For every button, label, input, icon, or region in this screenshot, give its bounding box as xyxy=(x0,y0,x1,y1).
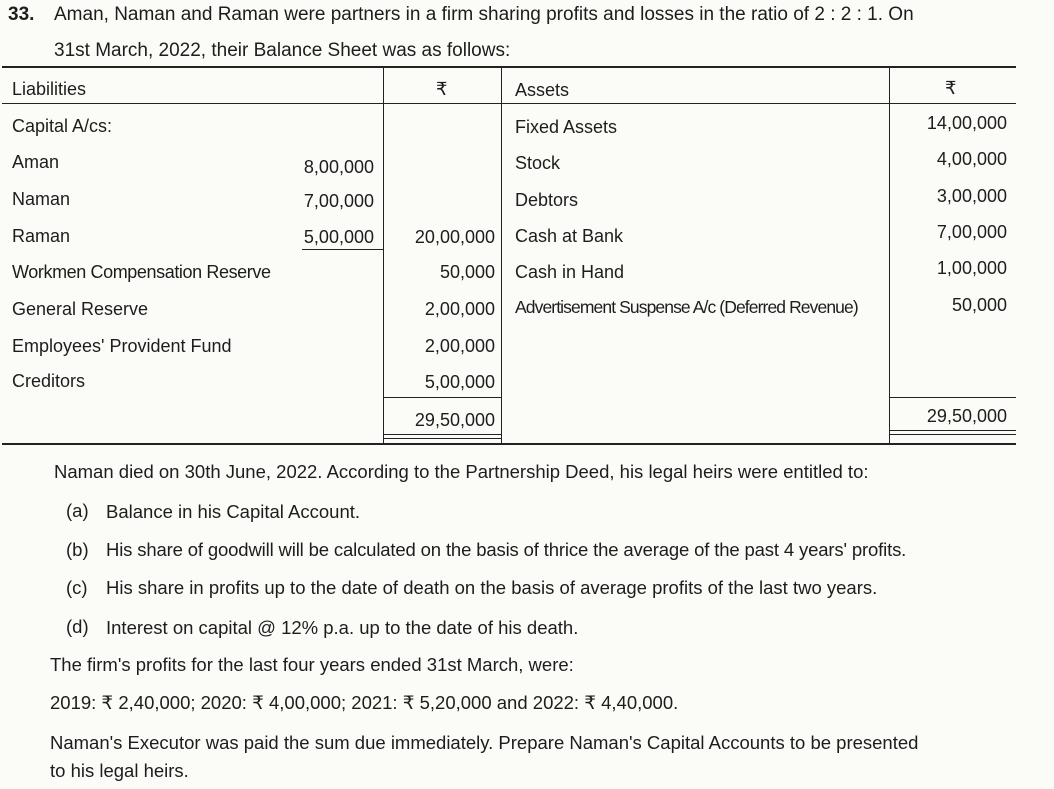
item-text-c: His share in profits up to the date of death on the basis of average profits of the last two years. xyxy=(106,577,878,598)
asset-label: Advertisement Suspense A/c (Deferred Revenue) xyxy=(515,297,858,317)
asset-label: Fixed Assets xyxy=(515,117,618,137)
table-top-border xyxy=(2,66,1016,68)
liability-label: Naman xyxy=(12,189,71,209)
closing-line-2: to his legal heirs. xyxy=(50,760,189,781)
asset-amount: 7,00,000 xyxy=(936,222,1007,242)
header-divider xyxy=(2,103,1016,104)
asset-label: Debtors xyxy=(515,190,579,210)
question-number: 33. xyxy=(8,4,35,25)
question-text-line-2: 31st March, 2022, their Balance Sheet was as follows: xyxy=(54,40,511,61)
liability-amount: 20,00,000 xyxy=(414,227,495,247)
liability-label: General Reserve xyxy=(12,299,149,319)
liability-amount: 2,00,000 xyxy=(424,299,495,319)
liability-label: Raman xyxy=(12,226,71,246)
asset-amount: 4,00,000 xyxy=(936,149,1007,169)
item-text-b: His share of goodwill will be calculated on the basis of thrice the average of the past 4 years' profits. xyxy=(106,539,907,560)
balance-sheet-table xyxy=(2,66,1016,446)
liability-label: Capital A/cs: xyxy=(12,116,113,136)
item-text-a: Balance in his Capital Account. xyxy=(106,501,361,522)
assets-total: 29,50,000 xyxy=(926,406,1007,426)
col-divider-2 xyxy=(501,66,502,445)
header-assets: Assets xyxy=(515,80,570,100)
liabilities-total: 29,50,000 xyxy=(414,410,495,430)
col-divider-1 xyxy=(383,66,384,445)
closing-line-1: Naman's Executor was paid the sum due immediately. Prepare Naman's Capital Accounts to be presented xyxy=(50,732,919,753)
header-asset-rupee: ₹ xyxy=(945,78,957,98)
asset-total-rule-2 xyxy=(889,434,1016,435)
item-label-d: (d) xyxy=(66,616,89,637)
capital-subtotal-underline xyxy=(302,249,383,250)
asset-amount: 3,00,000 xyxy=(936,186,1007,206)
liab-total-rule-1 xyxy=(383,434,501,435)
col-divider-3 xyxy=(889,66,890,445)
item-label-b: (b) xyxy=(66,539,89,560)
question-text-line-1: Aman, Naman and Raman were partners in a firm sharing profits and losses in the ratio of 2 : 2 : 1. On xyxy=(54,4,914,25)
liability-label: Aman xyxy=(12,152,60,172)
profits-intro: The firm's profits for the last four years ended 31st March, were: xyxy=(50,654,574,675)
item-label-c: (c) xyxy=(66,577,88,598)
liability-label: Workmen Compensation Reserve xyxy=(12,262,271,282)
liability-label: Creditors xyxy=(12,371,86,391)
asset-label: Stock xyxy=(515,153,561,173)
asset-total-rule-1 xyxy=(889,430,1016,431)
intro-paragraph: Naman died on 30th June, 2022. According to the Partnership Deed, his legal heirs were entitled to: xyxy=(54,461,869,482)
liability-amount: 2,00,000 xyxy=(424,336,495,356)
liab-total-rule-2 xyxy=(383,438,501,439)
liability-amount: 50,000 xyxy=(439,262,495,282)
liability-amount: 5,00,000 xyxy=(424,372,495,392)
asset-label: Cash in Hand xyxy=(515,262,625,282)
asset-amount: 50,000 xyxy=(951,295,1007,315)
asset-amount: 14,00,000 xyxy=(926,113,1007,133)
item-text-d: Interest on capital @ 12% p.a. up to the date of his death. xyxy=(106,617,579,638)
profits-line: 2019: ₹ 2,40,000; 2020: ₹ 4,00,000; 2021: ₹ 5,20,000 and 2022: ₹ 4,40,000. xyxy=(50,692,679,713)
capital-sub-amount: 8,00,000 xyxy=(303,157,374,177)
asset-amount: 1,00,000 xyxy=(936,258,1007,278)
asset-label: Cash at Bank xyxy=(515,226,624,246)
capital-sub-amount: 5,00,000 xyxy=(303,227,374,247)
header-liabilities: Liabilities xyxy=(12,79,87,99)
capital-sub-amount: 7,00,000 xyxy=(303,191,374,211)
table-bottom-border xyxy=(2,443,1016,445)
item-label-a: (a) xyxy=(66,500,89,521)
asset-total-top-rule xyxy=(889,397,1016,398)
liability-label: Employees' Provident Fund xyxy=(12,336,232,356)
header-liab-rupee: ₹ xyxy=(436,79,448,99)
liab-total-top-rule xyxy=(383,397,501,398)
